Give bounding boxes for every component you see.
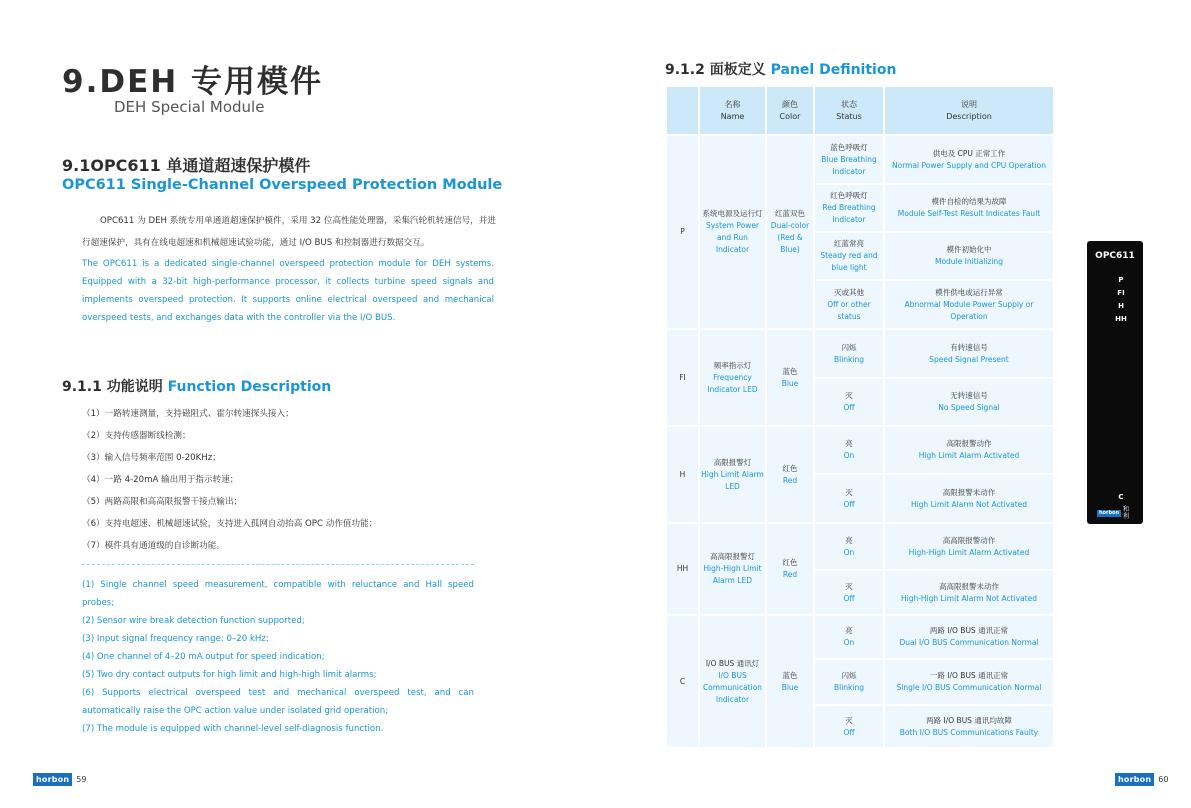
led-name-cell: 高限报警灯 High Limit Alarm LED [699,426,766,523]
section-title-cn: 9.1OPC611 单通道超速保护模件 [62,156,311,175]
header-name: 名称 Name [699,86,766,135]
led-name-cell: 频率指示灯 Frequency Indicator LED [699,329,766,426]
led-color-cell: 红色 Red [766,426,814,523]
led-description-cell: 两路 I/O BUS 通讯均故障 Both I/O BUS Communications Faulty [884,705,1054,748]
led-status-cell: 亮 On [814,523,884,570]
led-description-cell: 模件初始化中 Module Initializing [884,232,1054,280]
table-row [666,523,1054,570]
function-item-cn: （3）输入信号频率范围 0-20KHz； [82,453,221,463]
led-status-cell: 闪烁 Blinking [814,659,884,705]
led-status-cell: 闪烁 Blinking [814,329,884,378]
led-status-cell: 灭 Off [814,474,884,523]
function-item-en: (3) Input signal frequency range: 0–20 kHz; [82,634,269,644]
led-status-cell: 红蓝常亮 Steady red and blue light [814,232,884,280]
page-number: 60 [1158,775,1169,784]
intro-paragraph-en: The OPC611 is a dedicated single-channel overspeed protection module for DEH systems. Equipped with a 32-bit high-performance processor, it collects turbine speed signals and implements overspeed protection. It supports online electrical overspeed and mechanical overspeed tests, and exchanges data with the controller via the I/O BUS. [82,259,494,323]
led-color-cell: 蓝色 Blue [766,329,814,426]
function-item-cn: （5）两路高限和高高限报警干接点输出； [82,497,243,507]
footer-left [33,773,86,786]
function-item-cn: （4）一路 4-20mA 输出用于指示转速； [82,475,239,485]
panel-heading-en: Panel Definition [770,62,897,78]
led-code-cell: HH [666,523,699,615]
device-led-label-p: P [1118,276,1124,284]
intro-paragraph-cn: OPC611 为 DEH 系统专用单通道超速保护模件，采用 32 位高性能处理器，采集汽轮机转速信号，并进行超速保护，具有在线电超速和机械超速试验功能，通过 I/O BUS 和控制器进行数据交互。 [82,216,496,248]
function-heading [62,376,331,396]
led-description-cell: 高高限报警动作 High-High Limit Alarm Activated [884,523,1054,570]
table-row [666,329,1054,378]
led-status-cell: 灭 Off [814,705,884,748]
led-color-cell: 红蓝双色 Dual-color (Red & Blue) [766,135,814,329]
brand-logo: horbon [33,773,72,786]
led-description-cell: 高限报警动作 High Limit Alarm Activated [884,426,1054,474]
page-number: 59 [76,775,87,784]
page-subtitle: DEH Special Module [114,98,265,116]
device-brand [1097,506,1133,520]
function-item-cn: （2）支持传感器断线检测； [82,431,191,441]
led-description-cell: 一路 I/O BUS 通讯正常 Single I/O BUS Communication Normal [884,659,1054,705]
function-item-en: (4) One channel of 4–20 mA output for speed indication; [82,652,325,662]
table-row [666,426,1054,474]
device-led-label-c: C [1118,493,1124,501]
led-description-cell: 模件自检的结果为故障 Module Self-Test Result Indicates Fault [884,184,1054,232]
led-description-cell: 两路 I/O BUS 通讯正常 Dual I/O BUS Communication Normal [884,615,1054,659]
header-color: 颜色 Color [766,86,814,135]
led-code-cell: P [666,135,699,329]
dashed-divider [82,564,474,565]
led-code-cell: C [666,615,699,748]
function-item-en: (6) Supports electrical overspeed test and mechanical overspeed test, and can automatically raise the OPC action value under isolated grid operation; [82,688,474,716]
led-color-cell: 蓝色 Blue [766,615,814,748]
led-name-cell: I/O BUS 通讯灯 I/O BUS Communication Indicator [699,615,766,748]
led-name-cell: 高高限报警灯 High-High Limit Alarm LED [699,523,766,615]
header-description: 说明 Description [884,86,1054,135]
function-item-en: (7) The module is equipped with channel-level self-diagnosis function. [82,724,384,734]
function-item-cn: （7）模件具有通道级的自诊断功能。 [82,541,225,551]
led-description-cell: 高限报警未动作 High Limit Alarm Not Activated [884,474,1054,523]
table-body [666,135,1054,748]
led-description-cell: 供电及 CPU 正常工作 Normal Power Supply and CPU Operation [884,135,1054,184]
function-item-en: (1) Single channel speed measurement, compatible with reluctance and Hall speed probes; [82,580,474,608]
function-heading-cn: 9.1.1 功能说明 [62,379,163,395]
footer-right [1115,773,1168,786]
device-brand-logo: horbon [1099,509,1120,516]
brand-logo: horbon [1115,773,1154,786]
function-list-cn [82,403,377,557]
led-status-cell: 亮 On [814,426,884,474]
table-header-row [666,86,1054,135]
page-title: 9.DEH 专用模件 [62,64,323,100]
led-code-cell: FI [666,329,699,426]
panel-heading [665,59,896,79]
device-brand-cn: 和利 [1123,506,1130,520]
panel-heading-cn: 9.1.2 面板定义 [665,62,766,78]
led-status-cell: 灭 Off [814,378,884,426]
module-panel-illustration [1087,241,1143,524]
function-item-en: (2) Sensor wire break detection function supported; [82,616,305,626]
function-heading-en: Function Description [167,379,332,395]
function-list-en [82,576,474,738]
led-code-cell: H [666,426,699,523]
function-item-cn: （6）支持电超速、机械超速试验，支持进入孤网自动抬高 OPC 动作值功能； [82,519,378,529]
function-item-en: (5) Two dry contact outputs for high limit and high-high limit alarms; [82,670,377,680]
led-status-cell: 亮 On [814,615,884,659]
device-led-label-hh: HH [1115,315,1127,323]
device-led-label-fi: FI [1117,289,1125,297]
led-description-cell: 高高限报警未动作 High-High Limit Alarm Not Activated [884,570,1054,615]
header-code [666,86,699,135]
table-row [666,135,1054,184]
led-description-cell: 无转速信号 No Speed Signal [884,378,1054,426]
device-model-label: OPC611 [1095,251,1135,261]
led-name-cell: 系统电源及运行灯 System Power and Run Indicator [699,135,766,329]
header-status: 状态 Status [814,86,884,135]
led-description-cell: 模件供电或运行异常 Abnormal Module Power Supply or Operation [884,280,1054,329]
led-status-cell: 蓝色呼吸灯 Blue Breathing Indicator [814,135,884,184]
led-description-cell: 有转速信号 Speed Signal Present [884,329,1054,378]
table-row [666,615,1054,659]
led-status-cell: 灭 Off [814,570,884,615]
panel-definition-table [665,85,1055,749]
led-status-cell: 红色呼吸灯 Red Breathing Indicator [814,184,884,232]
device-led-label-h: H [1118,302,1124,310]
section-title-en: OPC611 Single-Channel Overspeed Protection Module [62,177,503,193]
led-color-cell: 红色 Red [766,523,814,615]
led-status-cell: 灭或其他 Off or other status [814,280,884,329]
function-item-cn: （1）一路转速测量，支持磁阻式、霍尔转速探头接入； [82,409,294,419]
